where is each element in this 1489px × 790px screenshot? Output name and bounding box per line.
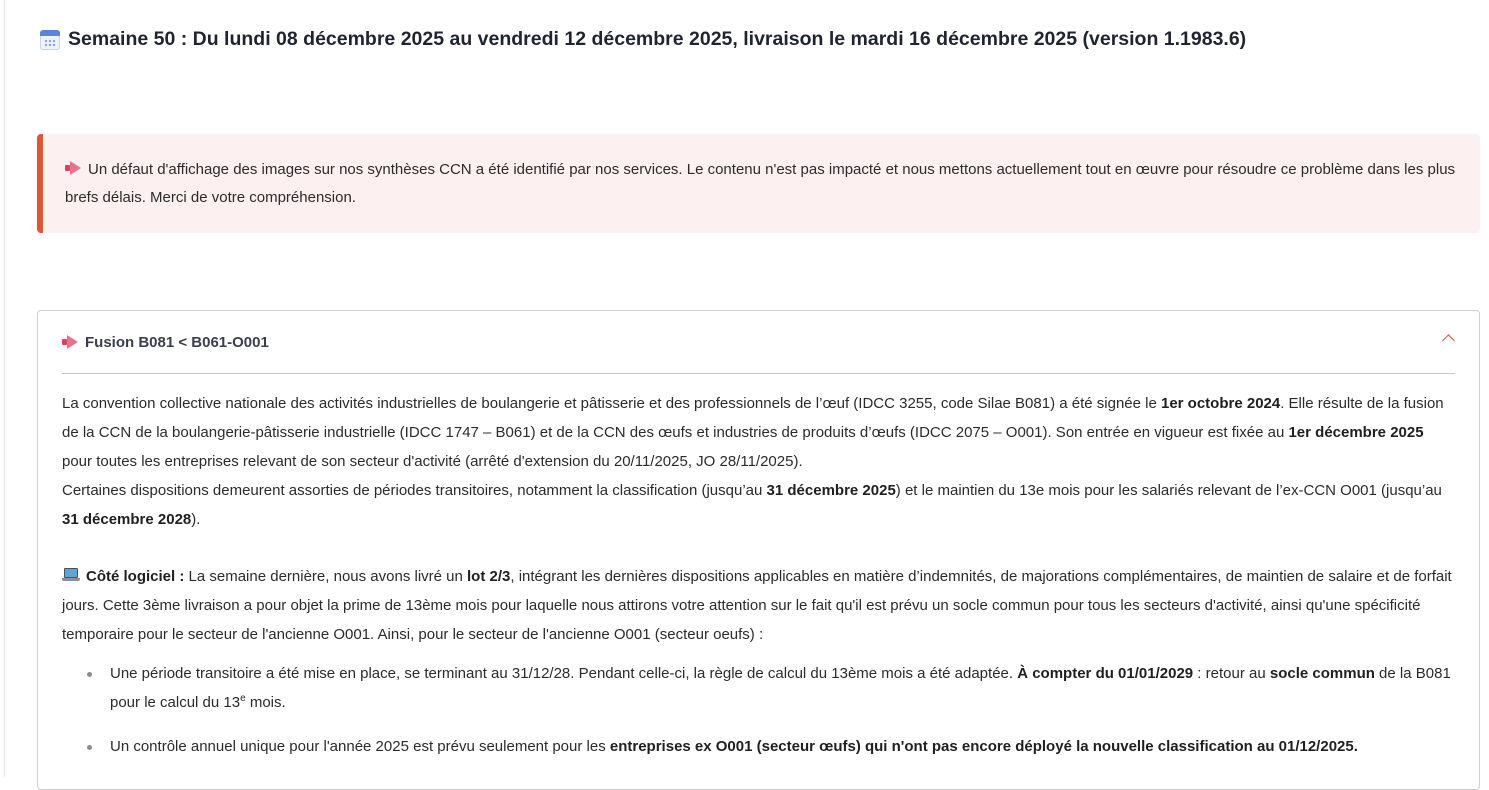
alert-text: Un défaut d'affichage des images sur nos synthèses CCN a été identifié par nos services. Le contenu n'est pas impacté et nous mettons actuellement tout en œuvre pour résoudre ce problème dans les plus brefs délais. Merci de votre compréhension. [65, 161, 1456, 206]
bullet-list [62, 659, 1455, 761]
software-label: Côté logiciel : [86, 568, 185, 585]
page-title: Semaine 50 : Du lundi 08 décembre 2025 au vendredi 12 décembre 2025, livraison le mardi 16 décembre 2025 (version 1.1983.6) [68, 28, 1247, 50]
divider [62, 373, 1455, 374]
list-item: Une période transitoire a été mise en place, se terminant au 31/12/28. Pendant celle-ci, la règle de calcul du 13ème mois a été adaptée. À compter du 01/01/2029 : retour au socle commun de la B081 pour le calcul du 13e mois. [110, 659, 1455, 717]
calendar-icon [40, 30, 60, 50]
accordion-header[interactable] [62, 331, 1455, 353]
accordion-title: Fusion B081 < B061-O001 [85, 333, 269, 351]
paragraph-intro: La convention collective nationale des activités industrielles de boulangerie et pâtisserie et des professionnels de l’œuf (IDCC 3255, code Silae B081) a été signée le 1er octobre 2024. Elle résulte de la fusion de la CCN de la boulangerie-pâtisserie industrielle (IDCC 1747 – B061) et de la CCN des œufs et industries de produits d’œufs (IDCC 2075 – O001). Son entrée en vigueur est fixée au 1er décembre 2025 pour toutes les entreprises relevant de son secteur d'activité (arrêté d'extension du 20/11/2025, JO 28/11/2025). [62, 395, 1444, 470]
megaphone-icon [65, 161, 83, 175]
accordion-body [62, 389, 1455, 776]
page-left-border [4, 0, 5, 777]
list-item: Un contrôle annuel unique pour l'année 2025 est prévu seulement pour les entreprises ex O001 (secteur œufs) qui n'ont pas encore déployé la nouvelle classification au 01/12/2025. [110, 732, 1455, 761]
chevron-up-icon[interactable] [1442, 334, 1455, 347]
paragraph-software: Côté logiciel : La semaine dernière, nous avons livré un lot 2/3, intégrant les dernières dispositions applicables en matière d’indemnités, de majorations complémentaires, de maintien de salaire et de forfait jours. Cette 3ème livraison a pour objet la prime de 13ème mois pour laquelle nous attirons votre attention sur le fait qu'il est prévu un socle commun pour tous les secteurs d'activité, ainsi qu'une spécificité temporaire pour le secteur de l'ancienne O001. Ainsi, pour le secteur de l'ancienne O001 (secteur oeufs) : [62, 568, 1452, 643]
megaphone-icon [62, 335, 80, 349]
info-alert [37, 134, 1480, 233]
week-heading [40, 28, 1246, 51]
laptop-icon [62, 568, 80, 582]
accordion-card [37, 310, 1480, 790]
paragraph-transitional: Certaines dispositions demeurent assorties de périodes transitoires, notamment la classification (jusqu’au 31 décembre 2025) et le maintien du 13e mois pour les salariés relevant de l’ex-CCN O001 (jusqu’au 31 décembre 2028). [62, 482, 1442, 528]
